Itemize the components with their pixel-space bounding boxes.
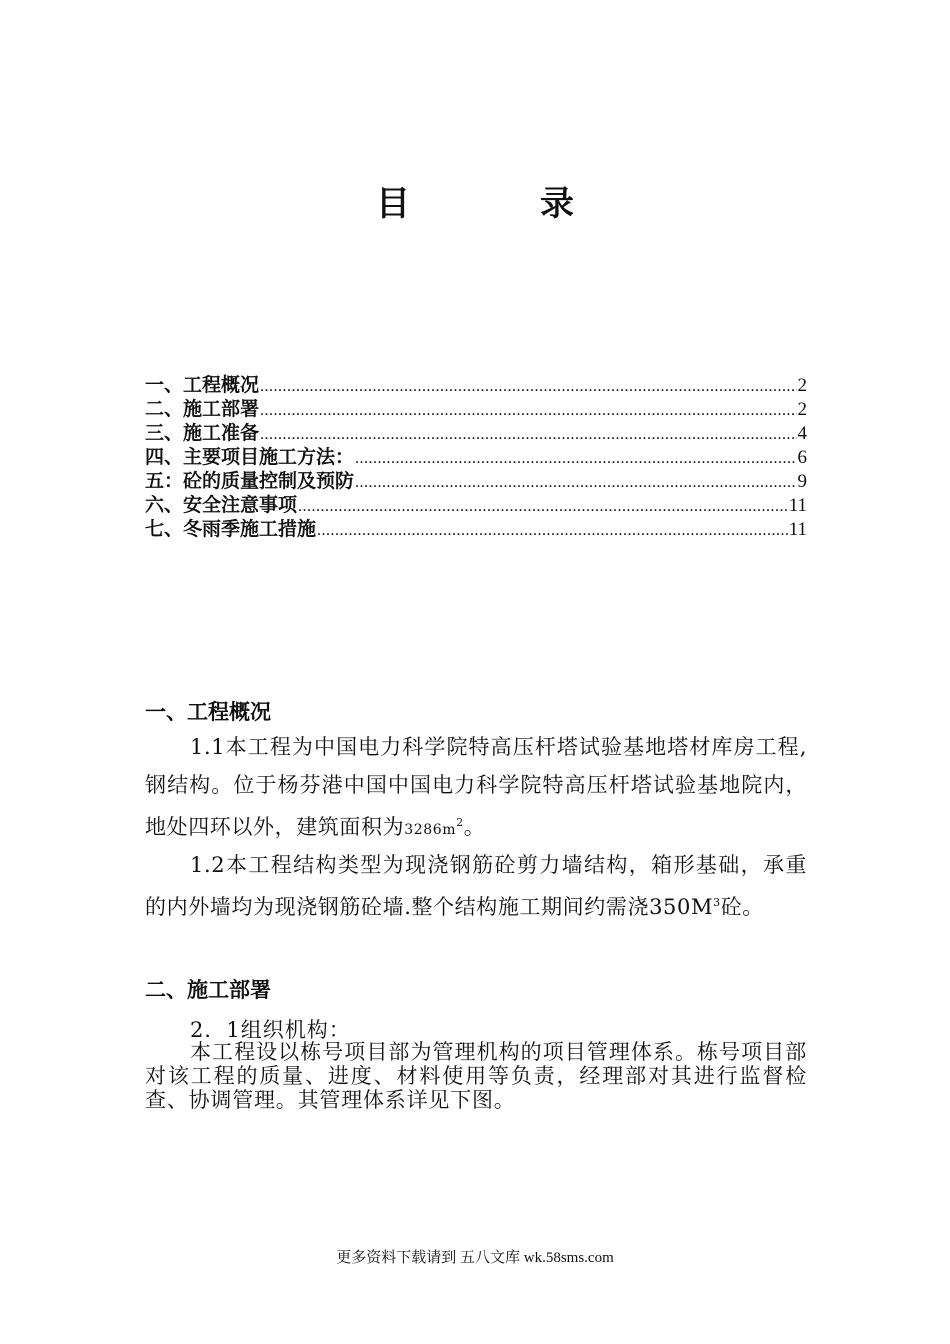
toc-title-left: 目 [376, 184, 410, 224]
toc-entry-label: 二、施工部署 [145, 398, 260, 420]
toc-entry-page: 6 [797, 447, 807, 468]
toc-entry[interactable] [145, 397, 807, 421]
section-heading: 二、施工部署 [145, 978, 271, 1002]
toc-entry-label: 六、安全注意事项 [145, 494, 298, 516]
toc-leader-dots [260, 375, 796, 399]
toc-entry-page: 9 [797, 471, 807, 492]
toc-leader-dots [355, 471, 796, 495]
paragraph-2-1: 本工程设以栋号项目部为管理机构的项目管理体系。栋号项目部对该工程的质量、进度、材料使用等负责，经理部对其进行监督检查、协调管理。其管理体系详见下图。 [145, 1040, 807, 1112]
toc-entry-page: 11 [788, 495, 807, 516]
toc-entry[interactable] [145, 517, 807, 541]
toc-title [0, 176, 950, 225]
table-of-contents [145, 373, 807, 541]
toc-leader-dots [260, 399, 796, 423]
toc-entry[interactable] [145, 421, 807, 445]
toc-entry-label: 一、工程概况 [145, 374, 260, 396]
toc-entry-page: 2 [797, 375, 807, 396]
footer-note: 更多资料下载请到 五八文库 wk.58sms.com [336, 1250, 614, 1266]
volume-superscript: 3 [713, 896, 721, 909]
toc-leader-dots [355, 447, 796, 471]
paragraph-1-1 [145, 728, 807, 849]
paragraph-end: 砼。 [720, 895, 764, 919]
toc-entry-label: 三、施工准备 [145, 422, 260, 444]
area-superscript: 2 [456, 816, 464, 829]
toc-leader-dots [298, 495, 788, 519]
toc-entry-page: 4 [797, 423, 807, 444]
paragraph-end: 。 [463, 815, 486, 839]
toc-entry[interactable] [145, 373, 807, 397]
toc-entry[interactable] [145, 469, 807, 493]
toc-leader-dots [260, 423, 796, 447]
toc-entry-page: 11 [788, 519, 807, 540]
toc-leader-dots [317, 519, 788, 543]
toc-title-right: 录 [540, 184, 574, 224]
toc-entry-label: 七、冬雨季施工措施 [145, 518, 317, 540]
paragraph-1-2 [145, 846, 807, 926]
toc-entry[interactable] [145, 445, 807, 469]
paragraph-text: 1.1本工程为中国电力科学院特高压杆塔试验基地塔材库房工程,钢结构。位于杨芬港中国中国电力科学院特高压杆塔试验基地院内，地处四环以外，建筑面积为 [145, 735, 807, 839]
paragraph-text: 1.2本工程结构类型为现浇钢筋砼剪力墙结构，箱形基础，承重的内外墙均为现浇钢筋砼墙.整个结构施工期间约需浇 [145, 853, 807, 919]
section-heading: 一、工程概况 [145, 700, 271, 724]
toc-entry-page: 2 [797, 399, 807, 420]
area-value: 3286m [404, 822, 457, 838]
volume-value: 350M [649, 895, 714, 919]
subsection-heading: 2．1组织机构： [190, 1018, 351, 1042]
toc-entry-label: 四、主要项目施工方法： [145, 446, 355, 468]
toc-entry[interactable] [145, 493, 807, 517]
toc-entry-label: 五：砼的质量控制及预防 [145, 470, 355, 492]
